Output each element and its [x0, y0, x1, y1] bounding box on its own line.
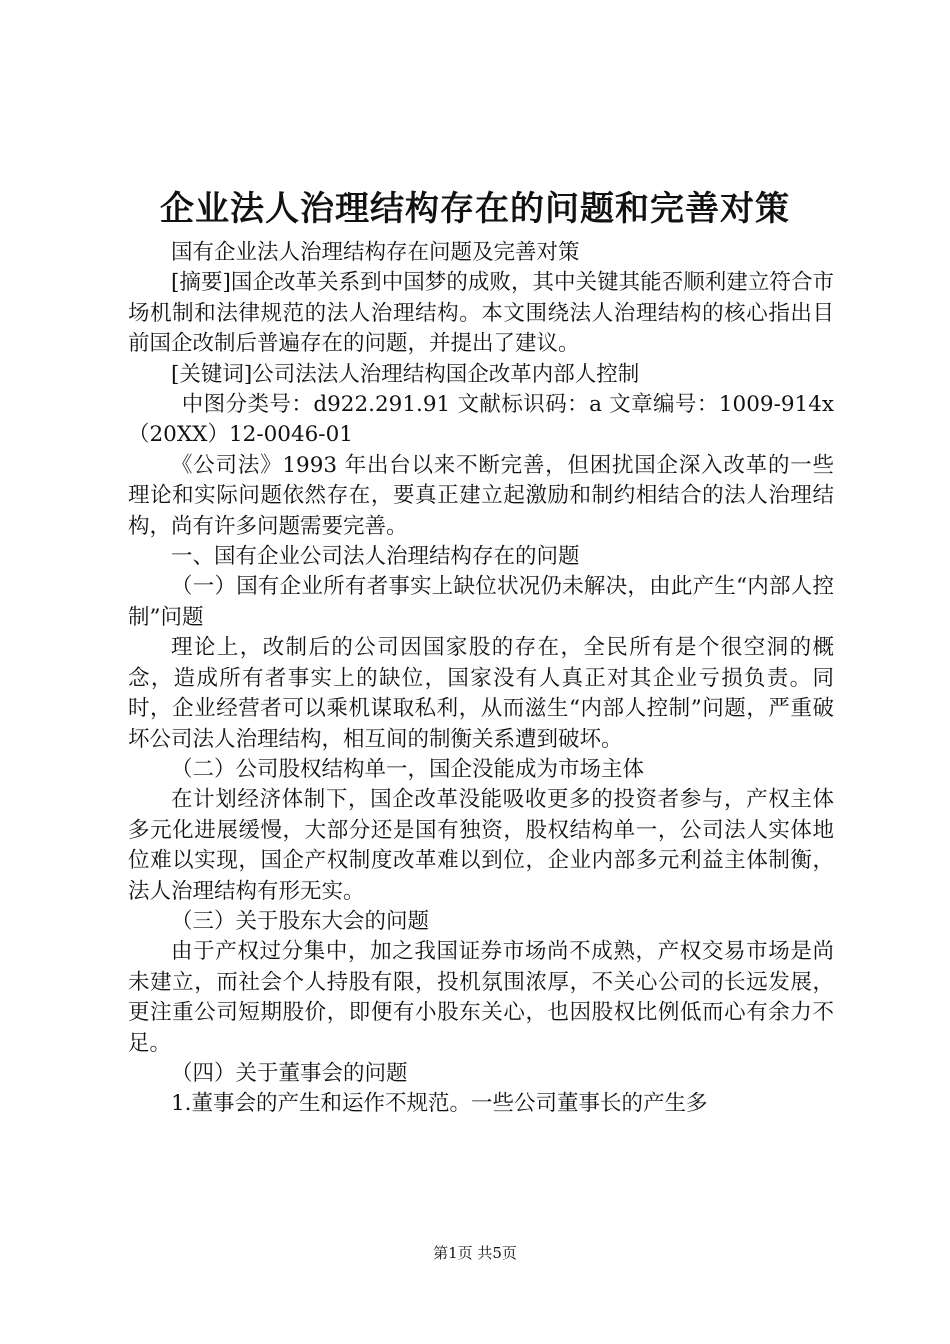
subtitle-paragraph: 国有企业法人治理结构存在问题及完善对策	[171, 240, 580, 265]
intro-paragraph: 《公司法》1993 年出台以来不断完善，但困扰国企深入改革的一些理论和实际问题依然存在，要真正建立起激励和制约相结合的法人治理结构，尚有许多问题需要完善。	[128, 452, 834, 539]
section-heading: 一、国有企业公司法人治理结构存在的问题	[171, 544, 580, 570]
body-paragraph: 1.董事会的产生和运作不规范。一些公司董事长的产生多	[171, 1091, 708, 1117]
document-title: 企业法人治理结构存在的问题和完善对策	[160, 189, 790, 229]
abstract-paragraph: [摘要]国企改革关系到中国梦的成败，其中关键其能否顺利建立符合市场机制和法律规范的法人治理结构。本文围绕法人治理结构的核心指出目前国企改制后普遍存在的问题，并提出了建议。	[128, 270, 834, 357]
keywords-paragraph: [关键词]公司法法人治理结构国企改革内部人控制	[171, 361, 640, 387]
document-body	[128, 238, 834, 1120]
subsection-heading: （四）关于董事会的问题	[171, 1060, 408, 1086]
body-paragraph: 在计划经济体制下，国企改革没能吸收更多的投资者参与，产权主体多元化进展缓慢，大部分还是国有独资，股权结构单一，公司法人实体地位难以实现，国企产权制度改革难以到位，企业内部多元利益主体制衡，法人治理结构有形无实。	[128, 787, 834, 904]
classification-paragraph: 中图分类号：d922.291.91 文献标识码：a 文章编号：1009-914x（20XX）12-0046-01	[128, 392, 834, 448]
body-paragraph: 由于产权过分集中，加之我国证券市场尚不成熟，产权交易市场是尚未建立，而社会个人持股有限，投机氛围浓厚，不关心公司的长远发展，更注重公司短期股价，即便有小股东关心，也因股权比例低而心有余力不足。	[128, 939, 834, 1056]
subsection-heading: （三）关于股东大会的问题	[171, 908, 430, 934]
subsection-heading: （一）国有企业所有者事实上缺位状况仍未解决，由此产生“内部人控制”问题	[128, 574, 834, 630]
subsection-heading: （二）公司股权结构单一，国企没能成为市场主体	[171, 756, 645, 782]
page-footer: 第1页 共5页	[433, 1244, 517, 1262]
body-paragraph: 理论上，改制后的公司因国家股的存在，全民所有是个很空洞的概念，造成所有者事实上的缺位，国家没有人真正对其企业亏损负责。同时，企业经营者可以乘机谋取私利，从而滋生“内部人控制”问题，严重破坏公司法人治理结构，相互间的制衡关系遭到破坏。	[128, 635, 834, 752]
